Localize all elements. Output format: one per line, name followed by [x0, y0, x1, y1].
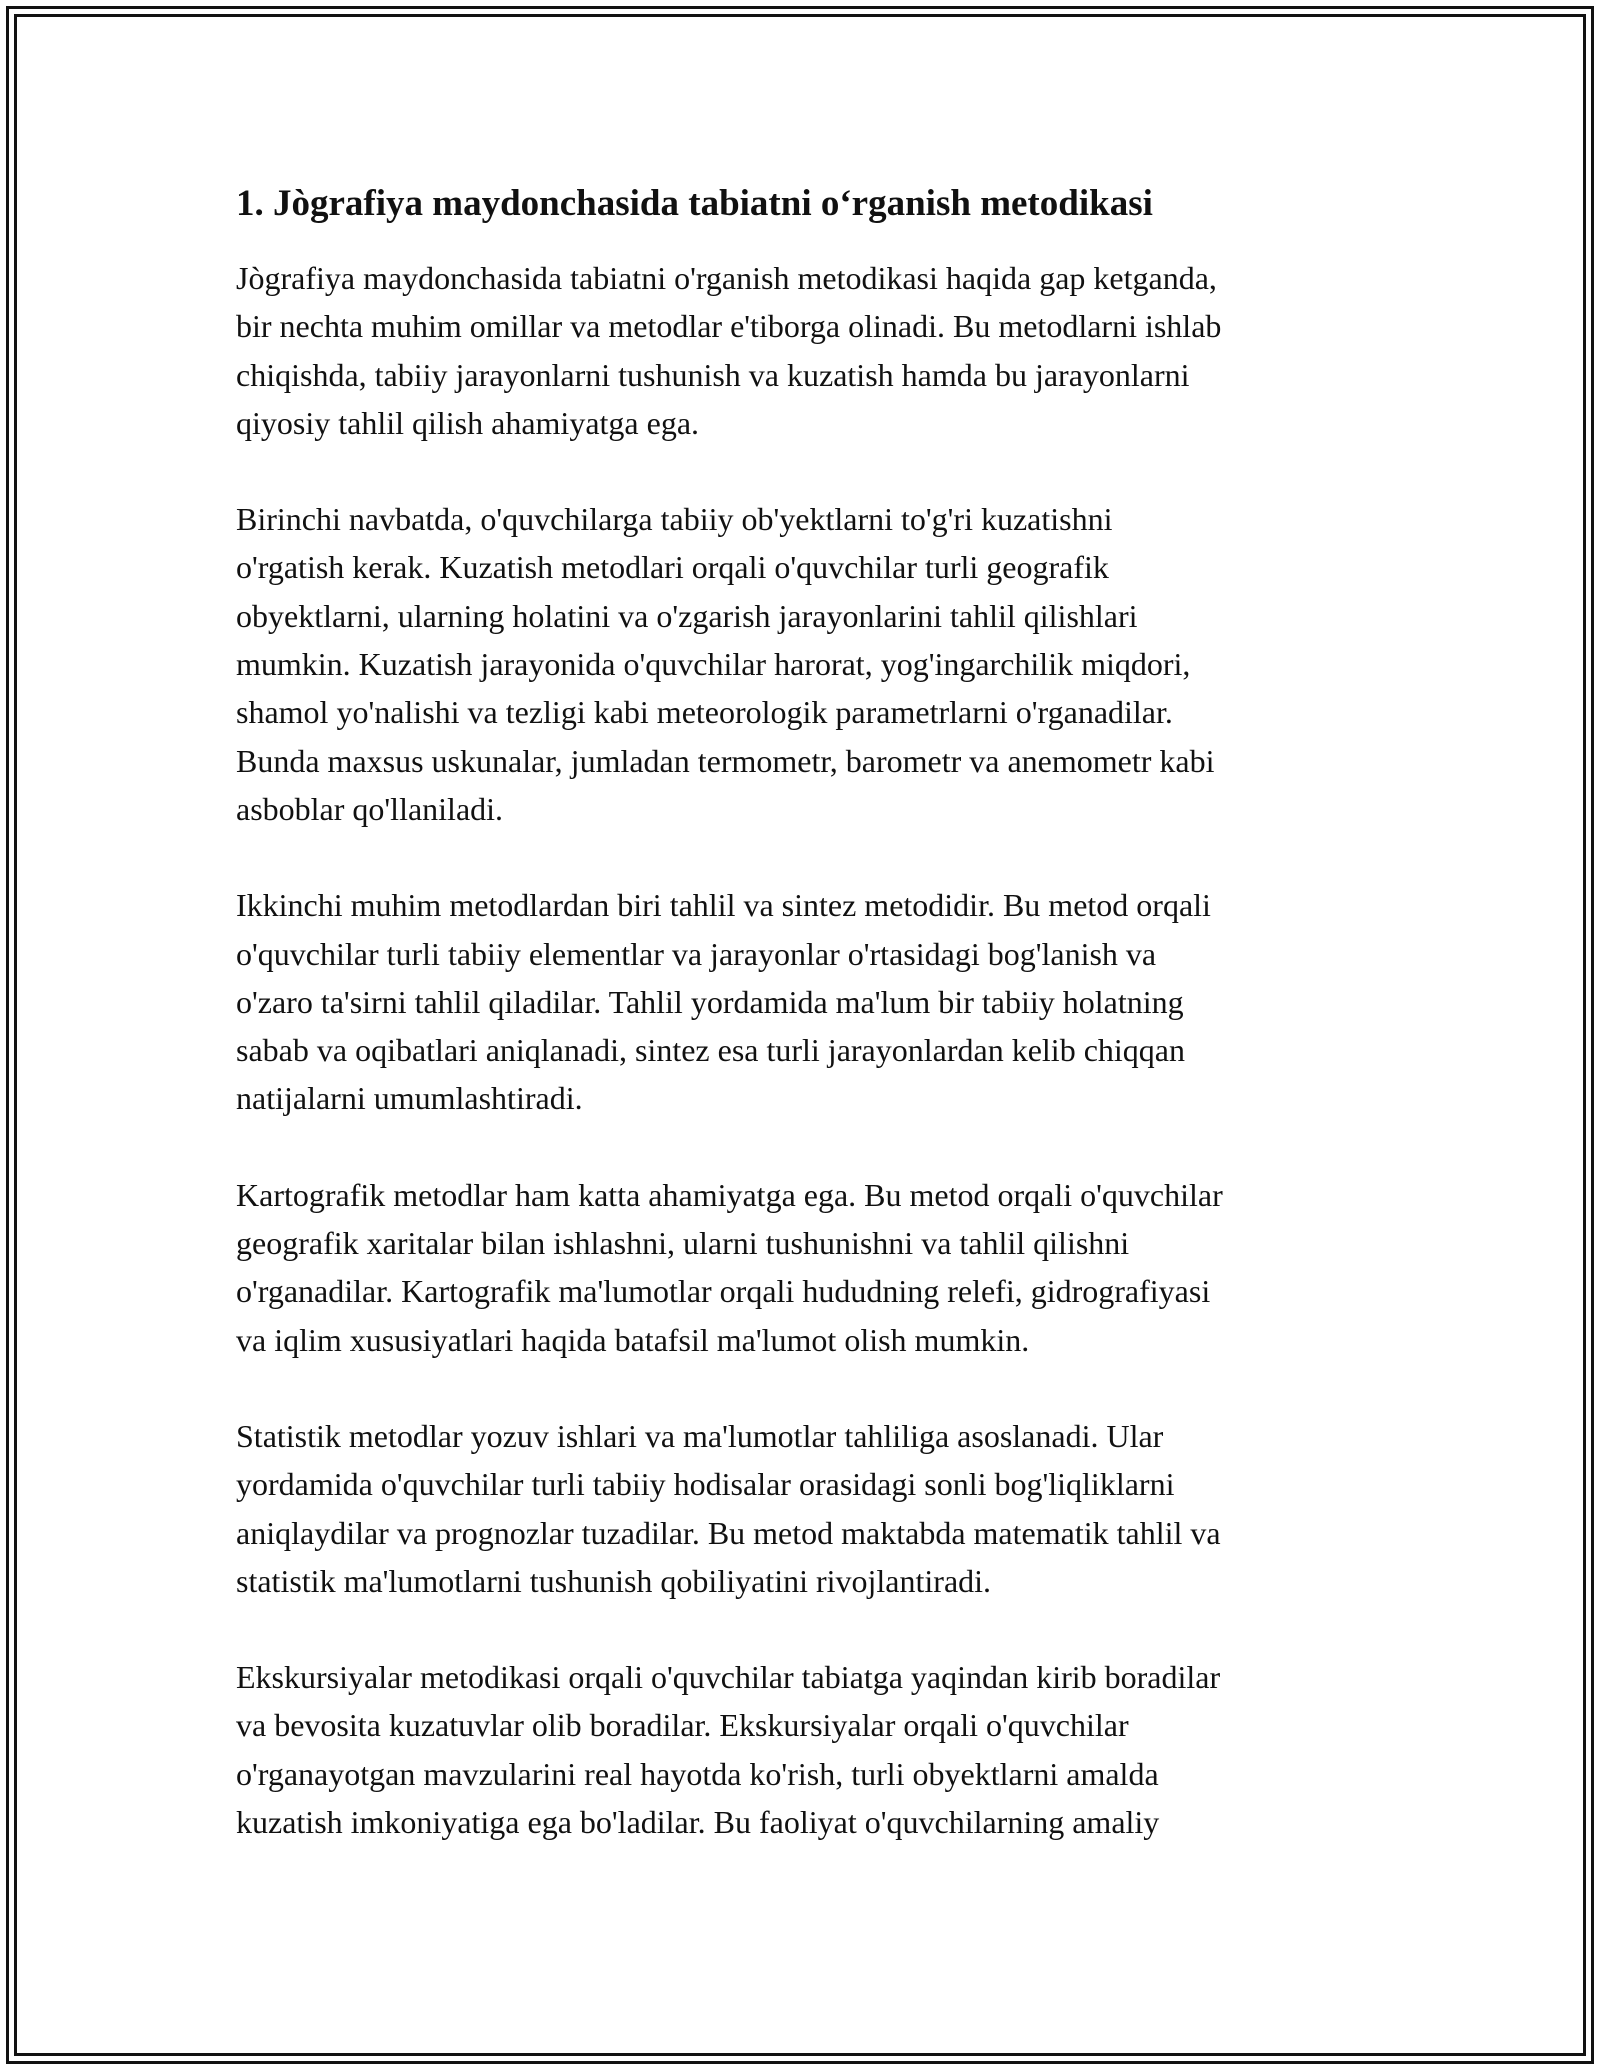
- paragraph-cartographic-methods: Kartografik metodlar ham katta ahamiyatga ega. Bu metod orqali o'quvchilar geografik xaritalar bilan ishlashni, ularni tushunishni va tahlil qilishni o'rganadilar. Kartografik ma'lumotlar orqali hududning relefi, gidrografiyasi va iqlim xususiyatlari haqida batafsil ma'lumot olish mumkin.: [236, 1176, 1223, 1358]
- paragraph-statistical-methods: Statistik metodlar yozuv ishlari va ma'lumotlar tahliliga asoslanadi. Ular yordamida o'quvchilar turli tabiiy hodisalar orasidagi sonli bog'liqliklarni aniqlaydilar va prognozlar tuzadilar. Bu metod maktabda matematik tahlil va statistik ma'lumotlarni tushunish qobiliyatini rivojlantiradi.: [236, 1417, 1221, 1599]
- paragraph-intro: Jògrafiya maydonchasida tabiatni o'rganish metodikasi haqida gap ketganda, bir nechta muhim omillar va metodlar e'tiborga olinadi. Bu metodlarni ishlab chiqishda, tabiiy jarayonlarni tushunish va kuzatish hamda bu jarayonlarni qiyosiy tahlil qilish ahamiyatga ega.: [236, 260, 1222, 441]
- paragraph-excursion-methods: Ekskursiyalar metodikasi orqali o'quvchilar tabiatga yaqindan kirib boradilar va bevosita kuzatuvlar olib boradilar. Ekskursiyalar orqali o'quvchilar o'rganayotgan mavzularini real hayotda ko'rish, turli obyektlarni amalda kuzatish imkoniyatiga ega bo'ladilar. Bu faoliyat o'quvchilarning amaliy: [236, 1659, 1221, 1841]
- paragraph-observation-methods: Birinchi navbatda, o'quvchilarga tabiiy ob'yektlarni to'g'ri kuzatishni o'rgatish kerak. Kuzatish metodlari orqali o'quvchilar turli geografik obyektlarni, ularning holatini va o'zgarish jarayonlarini tahlil qilishlari mumkin. Kuzatish jarayonida o'quvchilar harorat, yog'ingarchilik miqdori, shamol yo'nalishi va tezligi kabi meteorologik parametrlarni o'rganadilar. Bunda maxsus uskunalar, jumladan termometr, barometr va anemometr kabi asboblar qo'llaniladi.: [236, 501, 1215, 827]
- document-body: [236, 180, 1376, 1894]
- document-title: 1. Jògrafiya maydonchasida tabiatni o‘rganish metodikasi: [236, 183, 1153, 224]
- paragraph-analysis-synthesis: Ikkinchi muhim metodlardan biri tahlil va sintez metodidir. Bu metod orqali o'quvchilar turli tabiiy elementlar va jarayonlar o'rtasidagi bog'lanish va o'zaro ta'sirni tahlil qiladilar. Tahlil yordamida ma'lum bir tabiiy holatning sabab va oqibatlari aniqlanadi, sintez esa turli jarayonlardan kelib chiqqan natijalarni umumlashtiradi.: [236, 887, 1211, 1117]
